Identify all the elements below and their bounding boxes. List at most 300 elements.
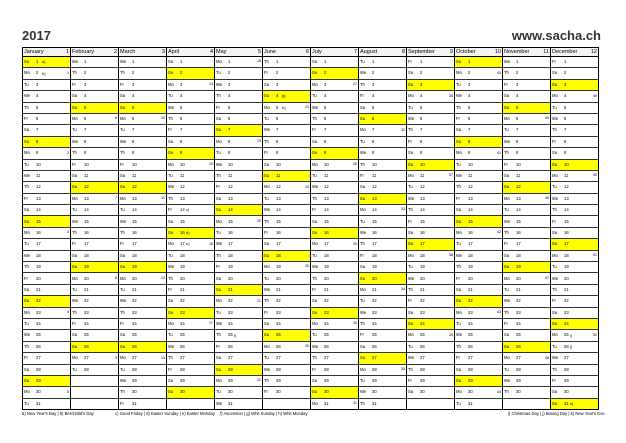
- day-weekday: Th: [120, 389, 125, 395]
- calendar-day: [455, 205, 502, 216]
- day-number: 19: [468, 264, 473, 270]
- day-weekday: Mo: [456, 70, 462, 76]
- day-number: 8: [420, 138, 423, 144]
- day-weekday: Su: [312, 70, 318, 76]
- day-number: 19: [564, 264, 569, 270]
- day-number: 26: [228, 343, 233, 349]
- day-weekday: We: [504, 218, 511, 224]
- calendar-day: [71, 262, 118, 273]
- calendar-day: [359, 228, 406, 239]
- calendar-day: [71, 182, 118, 193]
- calendar-day: [23, 239, 70, 250]
- calendar-day: [71, 228, 118, 239]
- day-number: 20: [84, 275, 89, 281]
- month-column: [215, 48, 263, 409]
- calendar-day: [23, 228, 70, 239]
- day-number: 23: [36, 309, 41, 315]
- month-header: [215, 48, 262, 57]
- day-number: 4: [516, 93, 519, 99]
- calendar-day: [359, 57, 406, 68]
- calendar-day: [407, 194, 454, 205]
- calendar-day: [119, 239, 166, 250]
- day-weekday: Su: [360, 275, 366, 281]
- day-weekday: Mo: [216, 218, 222, 224]
- day-number: 31: [228, 400, 233, 406]
- week-number: 8: [115, 275, 117, 280]
- empty-day-cell: [167, 399, 214, 409]
- day-number: 12: [516, 184, 521, 190]
- calendar-day: [119, 194, 166, 205]
- day-number: 5: [372, 104, 375, 110]
- day-weekday: Mo: [168, 161, 174, 167]
- day-weekday: Fr: [360, 252, 364, 258]
- day-weekday: Tu: [408, 343, 413, 349]
- calendar-day: [311, 376, 358, 387]
- day-weekday: We: [456, 252, 463, 258]
- day-weekday: Sa: [408, 150, 414, 156]
- day-number: 16: [324, 229, 329, 235]
- day-weekday: We: [312, 184, 319, 190]
- day-number: 9: [36, 150, 39, 156]
- day-number: 4: [228, 93, 231, 99]
- day-number: 22: [564, 298, 569, 304]
- calendar-day: [263, 262, 310, 273]
- day-weekday: Th: [504, 150, 509, 156]
- month-header: [407, 48, 454, 57]
- day-number: 30: [228, 389, 233, 395]
- calendar-day: [167, 308, 214, 319]
- day-number: 30: [516, 389, 521, 395]
- calendar-day: [311, 91, 358, 102]
- day-number: 18: [420, 252, 425, 258]
- day-number: 16: [468, 229, 473, 235]
- calendar-day: [167, 330, 214, 341]
- day-number: 1: [84, 59, 87, 65]
- day-number: 17: [276, 241, 281, 247]
- calendar-day: [311, 194, 358, 205]
- calendar-day: [23, 262, 70, 273]
- calendar-day: [119, 353, 166, 364]
- calendar-day: [23, 182, 70, 193]
- day-number: 15: [84, 218, 89, 224]
- day-number: 21: [36, 286, 41, 292]
- day-weekday: We: [312, 104, 319, 110]
- day-weekday: Fr: [312, 207, 316, 213]
- calendar-day: [23, 342, 70, 353]
- calendar-day: [119, 182, 166, 193]
- day-weekday: Th: [72, 229, 77, 235]
- holiday-marker: a): [42, 60, 46, 65]
- calendar-day: [215, 80, 262, 91]
- day-weekday: Su: [264, 252, 270, 258]
- week-number: 29: [353, 241, 357, 246]
- day-number: 9: [468, 150, 471, 156]
- day-number: 20: [420, 275, 425, 281]
- calendar-day: [119, 228, 166, 239]
- day-number: 15: [564, 218, 569, 224]
- calendar-day: [263, 353, 310, 364]
- day-number: 7: [132, 127, 135, 133]
- day-weekday: Mo: [24, 389, 30, 395]
- calendar-day: [503, 273, 550, 284]
- calendar-day: [455, 80, 502, 91]
- day-weekday: Su: [24, 59, 30, 65]
- calendar-day: [551, 114, 598, 125]
- calendar-day: [311, 228, 358, 239]
- day-number: 28: [372, 366, 377, 372]
- calendar-day: [167, 353, 214, 364]
- day-number: 25: [372, 332, 377, 338]
- calendar-day: [503, 239, 550, 250]
- calendar-day: [263, 387, 310, 398]
- day-number: 3: [564, 81, 567, 87]
- calendar-day: [23, 216, 70, 227]
- calendar-day: [407, 137, 454, 148]
- day-number: 24: [324, 321, 329, 327]
- empty-day-cell: [407, 399, 454, 409]
- month-header: [503, 48, 550, 57]
- day-weekday: We: [24, 173, 31, 178]
- calendar-day: [311, 387, 358, 398]
- month-name: January: [24, 48, 44, 55]
- calendar-day: [503, 57, 550, 68]
- day-weekday: We: [72, 138, 79, 144]
- day-number: 4: [84, 93, 87, 99]
- day-weekday: Sa: [456, 286, 462, 292]
- day-number: 7: [228, 127, 231, 133]
- day-weekday: Sa: [72, 252, 78, 258]
- day-weekday: Mo: [72, 275, 78, 281]
- day-number: 29: [324, 378, 329, 384]
- day-weekday: Su: [120, 343, 126, 349]
- calendar-day: [263, 205, 310, 216]
- day-weekday: Mo: [408, 332, 414, 338]
- day-number: 3: [324, 81, 327, 87]
- day-weekday: Tu: [312, 332, 317, 338]
- day-number: 11: [516, 173, 521, 178]
- day-number: 6: [36, 116, 39, 122]
- day-weekday: Tu: [360, 59, 365, 65]
- calendar-day: [551, 103, 598, 114]
- day-number: 9: [420, 150, 423, 156]
- day-number: 21: [180, 286, 185, 292]
- day-weekday: Su: [552, 400, 558, 406]
- day-number: 3: [228, 81, 231, 87]
- calendar-day: [263, 171, 310, 182]
- calendar-day: [359, 353, 406, 364]
- day-weekday: We: [264, 366, 271, 372]
- day-weekday: Mo: [456, 229, 462, 235]
- day-weekday: Su: [504, 343, 510, 349]
- day-weekday: Sa: [120, 93, 126, 99]
- day-number: 18: [372, 252, 377, 258]
- day-number: 14: [468, 207, 473, 213]
- day-weekday: Tu: [24, 241, 29, 247]
- day-weekday: Mo: [456, 389, 462, 395]
- day-weekday: Fr: [360, 173, 364, 178]
- calendar-day: [359, 216, 406, 227]
- calendar-day: [263, 160, 310, 171]
- week-number: 46: [545, 196, 549, 201]
- calendar-day: [215, 182, 262, 193]
- calendar-day: [71, 194, 118, 205]
- calendar-day: [167, 376, 214, 387]
- day-weekday: Fr: [120, 161, 124, 167]
- day-number: 12: [468, 184, 473, 190]
- calendar-day: [311, 330, 358, 341]
- day-weekday: Fr: [216, 184, 220, 190]
- day-number: 29: [36, 378, 41, 384]
- month-name: July: [312, 48, 322, 55]
- day-number: 5: [276, 104, 279, 110]
- day-weekday: Fr: [360, 332, 364, 338]
- calendar-day: [551, 308, 598, 319]
- calendar-day: [167, 228, 214, 239]
- calendar-day: [23, 160, 70, 171]
- day-weekday: Su: [312, 229, 318, 235]
- day-number: 13: [516, 195, 521, 201]
- calendar-day: [359, 399, 406, 409]
- day-number: 10: [84, 161, 89, 167]
- day-weekday: Fr: [24, 195, 28, 201]
- day-number: 3: [132, 81, 135, 87]
- calendar-day: [407, 251, 454, 262]
- day-number: 24: [180, 321, 185, 327]
- day-number: 12: [36, 184, 41, 190]
- calendar-day: [503, 342, 550, 353]
- day-number: 22: [132, 298, 137, 304]
- calendar-day: [455, 399, 502, 409]
- calendar-day: [407, 182, 454, 193]
- calendar-day: [359, 68, 406, 79]
- day-weekday: Su: [24, 378, 30, 384]
- day-weekday: Th: [264, 218, 269, 224]
- day-number: 2: [564, 70, 567, 76]
- day-weekday: Mo: [360, 286, 366, 292]
- day-number: 26: [372, 343, 377, 349]
- calendar-day: [23, 194, 70, 205]
- day-weekday: Su: [408, 161, 414, 167]
- day-number: 30: [324, 389, 329, 395]
- calendar-day: [215, 262, 262, 273]
- calendar-day: [551, 125, 598, 136]
- week-number: 39: [449, 332, 453, 337]
- calendar-day: [503, 171, 550, 182]
- calendar-day: [455, 296, 502, 307]
- day-number: 6: [564, 116, 567, 122]
- calendar-day: [215, 376, 262, 387]
- day-weekday: Fr: [552, 218, 556, 224]
- day-number: 16: [516, 229, 521, 235]
- day-number: 13: [36, 195, 41, 201]
- day-number: 16: [420, 229, 425, 235]
- day-number: 10: [372, 161, 377, 167]
- day-weekday: Fr: [264, 150, 268, 156]
- calendar-day: [407, 148, 454, 159]
- day-weekday: Su: [504, 264, 510, 270]
- calendar-day: [359, 137, 406, 148]
- day-number: 2: [372, 70, 375, 76]
- calendar-day: [359, 80, 406, 91]
- calendar-day: [215, 160, 262, 171]
- day-number: 6: [276, 116, 279, 122]
- day-weekday: Sa: [408, 309, 414, 315]
- day-weekday: Mo: [312, 241, 318, 247]
- calendar-day: [167, 137, 214, 148]
- calendar-day: [167, 273, 214, 284]
- day-number: 27: [324, 355, 329, 361]
- calendar-day: [263, 296, 310, 307]
- day-number: 17: [228, 241, 233, 247]
- calendar-day: [71, 296, 118, 307]
- month-column: [551, 48, 598, 409]
- calendar-day: [311, 273, 358, 284]
- calendar-day: [263, 273, 310, 284]
- calendar-day: [119, 103, 166, 114]
- day-weekday: Sa: [360, 184, 366, 190]
- day-weekday: Tu: [408, 264, 413, 270]
- calendar-day: [119, 125, 166, 136]
- calendar-day: [551, 319, 598, 330]
- day-weekday: Su: [504, 104, 510, 110]
- day-weekday: Th: [552, 127, 557, 133]
- calendar-day: [551, 262, 598, 273]
- day-weekday: Su: [216, 127, 222, 133]
- day-weekday: Su: [72, 264, 78, 270]
- day-number: 25: [276, 332, 281, 338]
- day-weekday: Mo: [72, 195, 78, 201]
- empty-day-cell: [71, 376, 118, 387]
- day-weekday: We: [120, 378, 127, 384]
- calendar-day: [167, 285, 214, 296]
- day-number: 21: [372, 286, 377, 292]
- day-weekday: Fr: [216, 104, 220, 110]
- day-number: 8: [180, 138, 183, 144]
- calendar-day: [263, 228, 310, 239]
- calendar-day: [311, 171, 358, 182]
- day-number: 14: [372, 207, 377, 213]
- day-weekday: Fr: [120, 400, 124, 406]
- day-weekday: We: [552, 195, 559, 201]
- day-number: 29: [564, 378, 569, 384]
- day-number: 19: [324, 264, 329, 270]
- day-number: 5: [420, 104, 423, 110]
- calendar-day: [263, 216, 310, 227]
- day-number: 2: [180, 70, 183, 76]
- day-number: 11: [132, 173, 137, 178]
- day-weekday: Su: [24, 298, 30, 304]
- day-number: 15: [132, 218, 137, 224]
- day-weekday: Sa: [168, 218, 174, 224]
- day-weekday: We: [216, 241, 223, 247]
- day-number: 31: [372, 400, 377, 406]
- calendar-day: [215, 330, 262, 341]
- calendar-day: [215, 285, 262, 296]
- day-number: 7: [276, 127, 279, 133]
- day-number: 7: [84, 127, 87, 133]
- calendar-day: [503, 353, 550, 364]
- day-number: 13: [372, 195, 377, 201]
- day-number: 3: [468, 81, 471, 87]
- day-number: 20: [228, 275, 233, 281]
- day-number: 25: [516, 332, 521, 338]
- day-number: 12: [324, 184, 329, 190]
- month-column: [503, 48, 551, 409]
- day-weekday: Su: [360, 355, 366, 361]
- calendar-day: [167, 319, 214, 330]
- day-weekday: Tu: [408, 104, 413, 110]
- calendar-day: [311, 182, 358, 193]
- calendar-day: [215, 57, 262, 68]
- calendar-day: [23, 57, 70, 68]
- month-column: [407, 48, 455, 409]
- day-number: 10: [36, 161, 41, 167]
- day-number: 15: [276, 218, 281, 224]
- calendar-day: [23, 285, 70, 296]
- day-weekday: Mo: [72, 116, 78, 122]
- day-number: 20: [324, 275, 329, 281]
- day-weekday: Mo: [552, 93, 558, 99]
- calendar-day: [71, 91, 118, 102]
- calendar-day: [551, 80, 598, 91]
- day-weekday: Mo: [360, 127, 366, 133]
- calendar-day: [359, 91, 406, 102]
- day-weekday: Tu: [456, 321, 461, 327]
- day-weekday: Tu: [168, 173, 173, 178]
- day-number: 26: [132, 343, 137, 349]
- calendar-day: [455, 376, 502, 387]
- calendar-day: [215, 68, 262, 79]
- calendar-day: [23, 365, 70, 376]
- day-weekday: Fr: [264, 389, 268, 395]
- day-number: 25: [468, 332, 473, 338]
- calendar-day: [311, 205, 358, 216]
- day-weekday: Mo: [312, 321, 318, 327]
- day-weekday: Th: [552, 207, 557, 213]
- calendar-day: [119, 160, 166, 171]
- day-number: 28: [564, 366, 569, 372]
- calendar-day: [167, 91, 214, 102]
- day-weekday: We: [72, 218, 79, 224]
- day-number: 13: [420, 195, 425, 201]
- day-weekday: Sa: [504, 173, 510, 178]
- calendar-day: [119, 114, 166, 125]
- day-number: 19: [372, 264, 377, 270]
- day-weekday: Tu: [312, 93, 317, 99]
- day-weekday: Sa: [504, 93, 510, 99]
- month-column: [455, 48, 503, 409]
- day-weekday: We: [552, 355, 559, 361]
- month-number: 7: [353, 48, 357, 55]
- week-number: 25: [305, 264, 309, 269]
- calendar-day: [503, 330, 550, 341]
- day-weekday: Th: [216, 173, 221, 178]
- holiday-marker: d): [186, 231, 190, 236]
- day-number: 2: [420, 70, 423, 76]
- calendar-day: [407, 285, 454, 296]
- month-name: March: [120, 48, 136, 55]
- day-number: 17: [324, 241, 329, 247]
- day-number: 20: [516, 275, 521, 281]
- day-weekday: Th: [24, 343, 29, 349]
- day-weekday: Sa: [552, 389, 558, 395]
- day-number: 8: [516, 138, 519, 144]
- calendar-day: [119, 342, 166, 353]
- day-weekday: Sa: [360, 104, 366, 110]
- month-name: October: [456, 48, 476, 55]
- day-number: 23: [372, 309, 377, 315]
- calendar-day: [359, 194, 406, 205]
